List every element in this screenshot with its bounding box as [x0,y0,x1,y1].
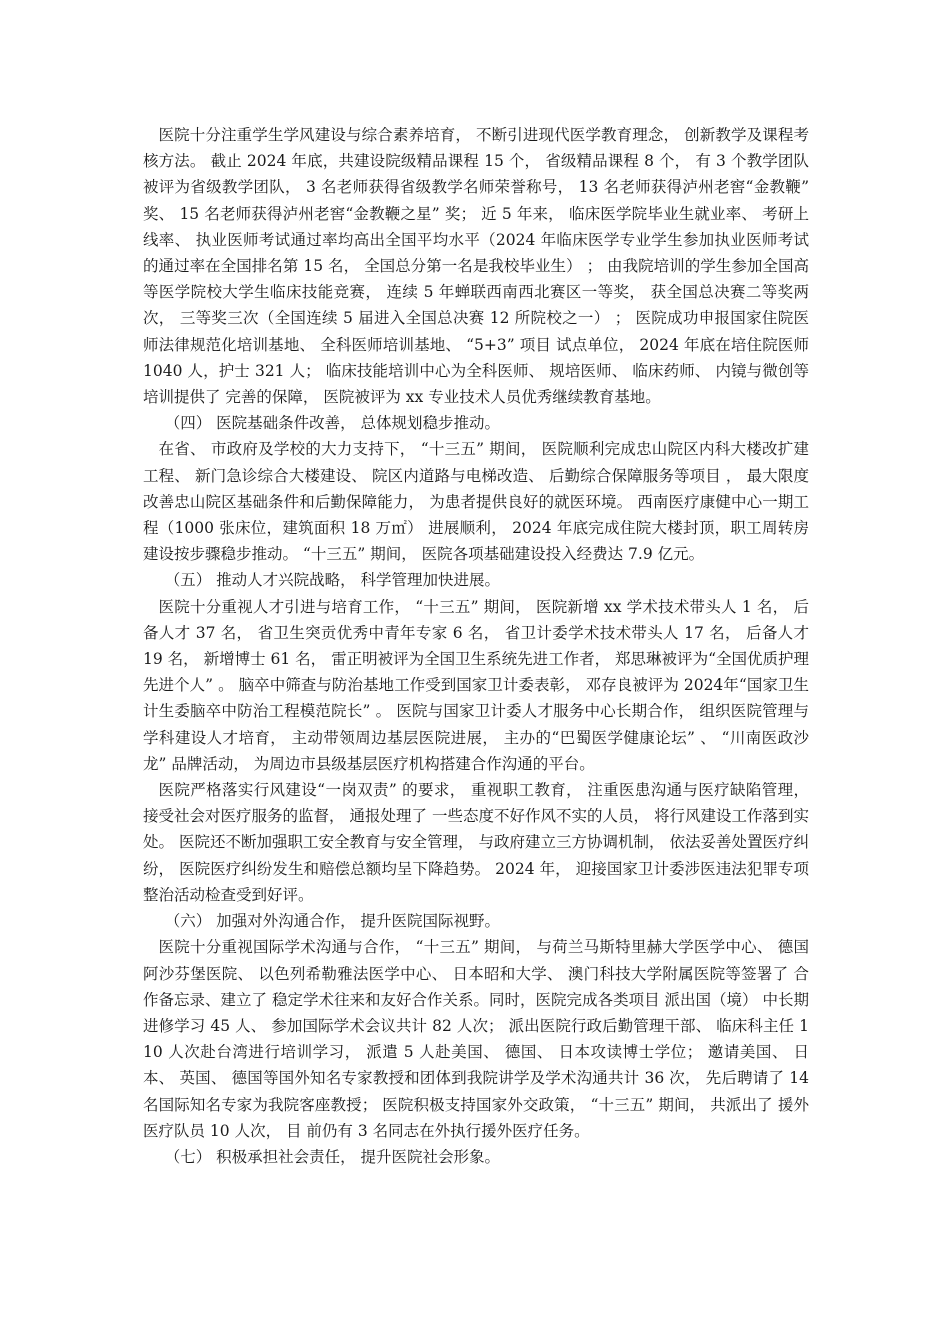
section-heading-6: （六） 加强对外沟通合作， 提升医院国际视野。 [164,912,501,931]
paragraph-infrastructure: 在省、 市政府及学校的大力支持下， “十三五” 期间， 医院顺利完成忠山院区内科大楼改扩建工程、 新门急诊综合大楼建设、 院区内道路与电梯改造、 后勤综合保障服务等项目 ， 最大限度改善忠山院区基础条件和后勤保障能力， 为患者提供良好的就医环境。 西南医疗康健中心一期工程（1000 张床位，建筑面积 18 万㎡） 进展顺利， 2024 年底完成住院大楼封顶，职工周转房建设按步骤稳步推动。 “十三五” 期间， 医院各项基础建设投入经费达 7.9 亿元。 [143,440,809,564]
document-body [143,122,809,1170]
section-heading-5: （五） 推动人才兴院战略， 科学管理加快进展。 [164,571,501,590]
paragraph-conduct: 医院严格落实行风建设“一岗双责” 的要求， 重视职工教育， 注重医患沟通与医疗缺陷管理， 接受社会对医疗服务的监督， 通报处理了 一些态度不好作风不实的人员， 将行风建设工作落到实处。 医院还不断加强职工安全教育与安全管理， 与政府建立三方协调机制， 依法妥善处置医疗纠纷， 医院医疗纠纷发生和赔偿总额均呈下降趋势。 2024 年， 迎接国家卫计委涉医违法犯罪专项整治活动检查受到好评。 [143,781,809,904]
paragraph-talent: 医院十分重视人才引进与培育工作， “十三五” 期间， 医院新增 xx 学术技术带头人 1 名， 后备人才 37 名， 省卫生突贡优秀中青年专家 6 名， 省卫计委学术技术带头人 17 名， 后备人才 19 名， 新增博士 61 名， 雷正明被评为全国卫生系统先进工作者， 郑思琳被评为“全国优质护理先进个人” 。 脑卒中筛查与防治基地工作受到国家卫计委表彰， 邓存良被评为 2024年“国家卫生计生委脑卒中防治工程模范院长” 。 医院与国家卫计委人才服务中心长期合作， 组织医院管理与学科建设人才培育， 主动带领周边基层医院进展， 主办的“巴蜀医学健康论坛” 、 “川南医政沙龙” 品牌活动， 为周边市县级基层医疗机构搭建合作沟通的平台。 [143,597,809,773]
paragraph-international: 医院十分重视国际学术沟通与合作， “十三五” 期间， 与荷兰马斯特里赫大学医学中心、 德国阿沙芬堡医院、 以色列希勒雅法医学中心、 日本昭和大学、 澳门科技大学附属医院等签署了 合作备忘录、建立了 稳定学术往来和友好合作关系。同时，医院完成各类项目 派出国（境） 中长期进修学习 45 人、 参加国际学术会议共计 82 人次； 派出医院行政后勤管理干部、 临床科主任 110 人次赴台湾进行培训学习， 派遣 5 人赴美国、 德国、 日本攻读博士学位； 邀请美国、 日本、 英国、 德国等国外知名专家教授和团体到我院讲学及学术沟通共计 36 次， 先后聘请了 14 名国际知名专家为我院客座教授； 医院积极支持国家外交政策， “十三五” 期间， 共派出了 援外医疗队员 10 人次， 目 前仍有 3 名同志在外执行援外医疗任务。 [143,938,809,1140]
paragraph-education: 医院十分注重学生学风建设与综合素养培育， 不断引进现代医学教育理念， 创新教学及课程考核方法。 截止 2024 年底，共建设院级精品课程 15 个， 省级精品课程 8 个， 有 3 个教学团队被评为省级教学团队， 3 名老师获得省级教学名师荣誉称号， 13 名老师获得泸州老窖“金教鞭” 奖、 15 名老师获得泸州老窖“金教鞭之星” 奖； 近 5 年来， 临床医学院毕业生就业率、 考研上线率、 执业医师考试通过率均高出全国平均水平（2024 年临床医学专业学生参加执业医师考试的通过率在全国排名第 15 名， 全国总分第一名是我校毕业生） ； 由我院培训的学生参加全国高等医学院校大学生临床技能竞赛， 连续 5 年蝉联西南西北赛区一等奖， 获全国总决赛二等奖两次， 三等奖三次（全国连续 5 届进入全国总决赛 12 所院校之一） ； 医院成功申报国家住院医师法律规范化培训基地、 全科医师培训基地、 “5+3” 项目 试点单位， 2024 年底在培住院医师 1040 人，护士 321 人； 临床技能培训中心为全科医师、 规培医师、 临床药师、 内镜与微创等培训提供了 完善的保障， 医院被评为 xx 专业技术人员优秀继续教育基地。 [143,126,809,407]
section-heading-7: （七） 积极承担社会责任， 提升医院社会形象。 [164,1147,501,1166]
section-heading-4: （四） 医院基础条件改善， 总体规划稳步推动。 [164,414,501,433]
